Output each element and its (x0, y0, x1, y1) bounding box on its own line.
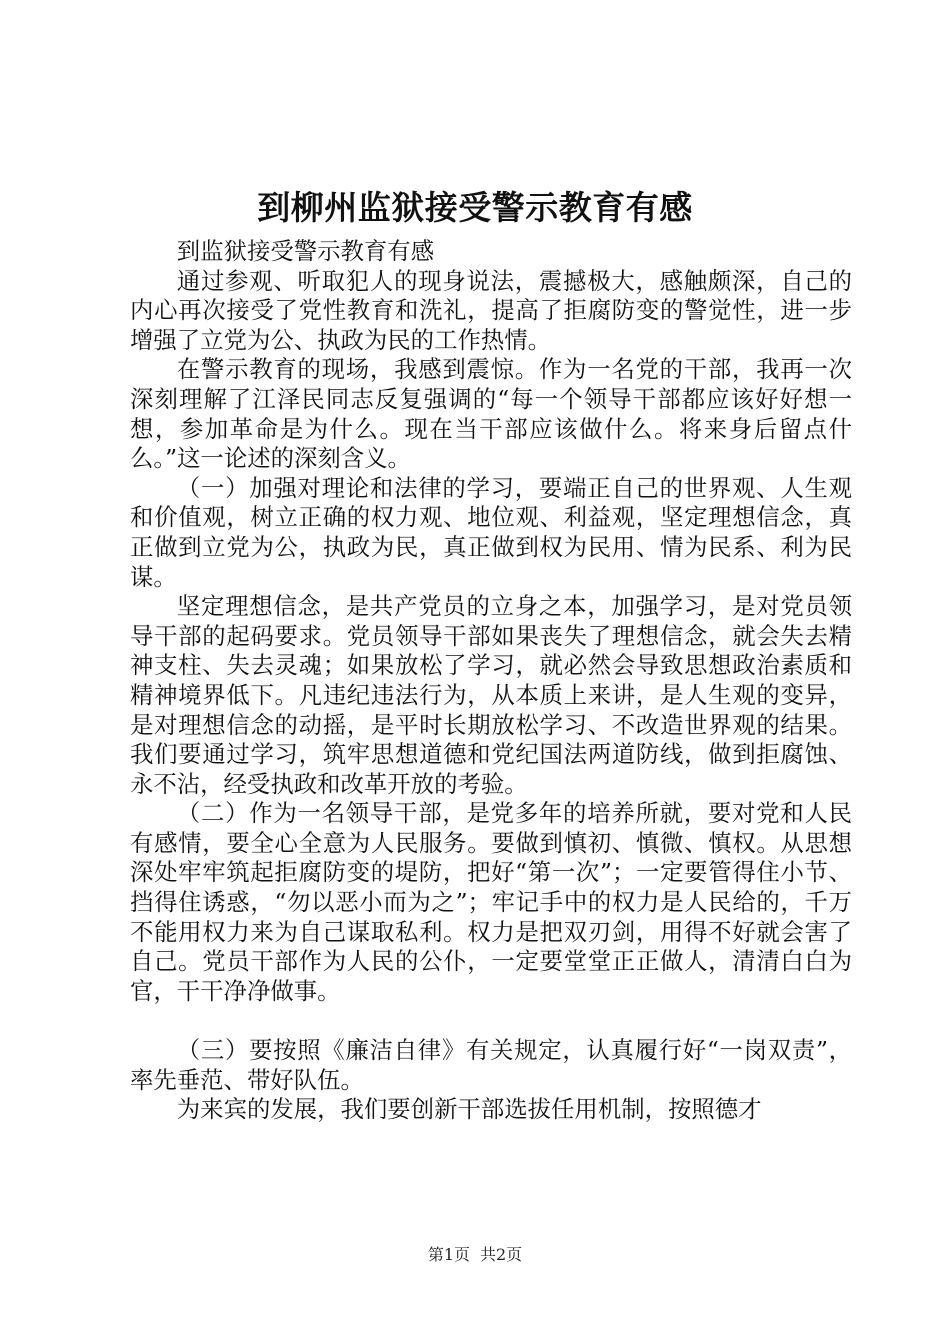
paragraph-5: （二）作为一名领导干部，是党多年的培养所就，要对党和人民有感情，要全心全意为人民服务。要做到慎初、慎微、慎权。从思想深处牢牢筑起拒腐防变的堤防，把好“第一次”；一定要管得住小节、挡得住诱惑，“勿以恶小而为之”；牢记手中的权力是人民给的，千万不能用权力来为自己谋取私利。权力是把双刃剑，用得不好就会害了自己。党员干部作为人民的公仆，一定要堂堂正正做人，清清白白为官，干干净净做事。 (130, 799, 852, 1005)
document-subtitle: 到监狱接受警示教育有感 (176, 237, 435, 265)
paragraph-7: 为来宾的发展，我们要创新干部选拔任用机制，按照德才 (176, 1095, 762, 1124)
page-footer (0, 1244, 950, 1266)
paragraph-6: （三）要按照《廉洁自律》有关规定，认真履行好“一岗双责”，率先垂范、带好队伍。 (130, 1036, 852, 1094)
paragraph-4: 坚定理想信念，是共产党员的立身之本，加强学习，是对党员领导干部的起码要求。党员领导干部如果丧失了理想信念，就会失去精神支柱、失去灵魂；如果放松了学习，就必然会导致思想政治素质和精神境界低下。凡违纪违法行为，从本质上来讲，是人生观的变异，是对理想信念的动摇，是平时长期放松学习、不改造世界观的结果。我们要通过学习，筑牢思想道德和党纪国法两道防线，做到拒腐蚀、永不沾，经受执政和改革开放的考验。 (130, 592, 852, 798)
paragraph-2: 在警示教育的现场，我感到震惊。作为一名党的干部，我再一次深刻理解了江泽民同志反复强调的“每一个领导干部都应该好好想一想，参加革命是为什么。现在当干部应该做什么。将来身后留点什么。”这一论述的深刻含义。 (130, 355, 852, 473)
page-number-current: 第1页 (427, 1245, 470, 1264)
document-body (130, 237, 852, 1125)
paragraph-3: （一）加强对理论和法律的学习，要端正自己的世界观、人生观和价值观，树立正确的权力观、地位观、利益观，坚定理想信念，真正做到立党为公，执政为民，真正做到权为民用、情为民系、利为民谋。 (130, 473, 852, 591)
document-title: 到柳州监狱接受警示教育有感 (257, 188, 693, 227)
paragraph-1: 通过参观、听取犯人的现身说法，震撼极大，感触颇深，自己的内心再次接受了党性教育和洗礼，提高了拒腐防变的警觉性，进一步增强了立党为公、执政为民的工作热情。 (130, 266, 852, 354)
page-number-total: 共2页 (480, 1245, 523, 1264)
paragraph-spacer (130, 1006, 852, 1036)
